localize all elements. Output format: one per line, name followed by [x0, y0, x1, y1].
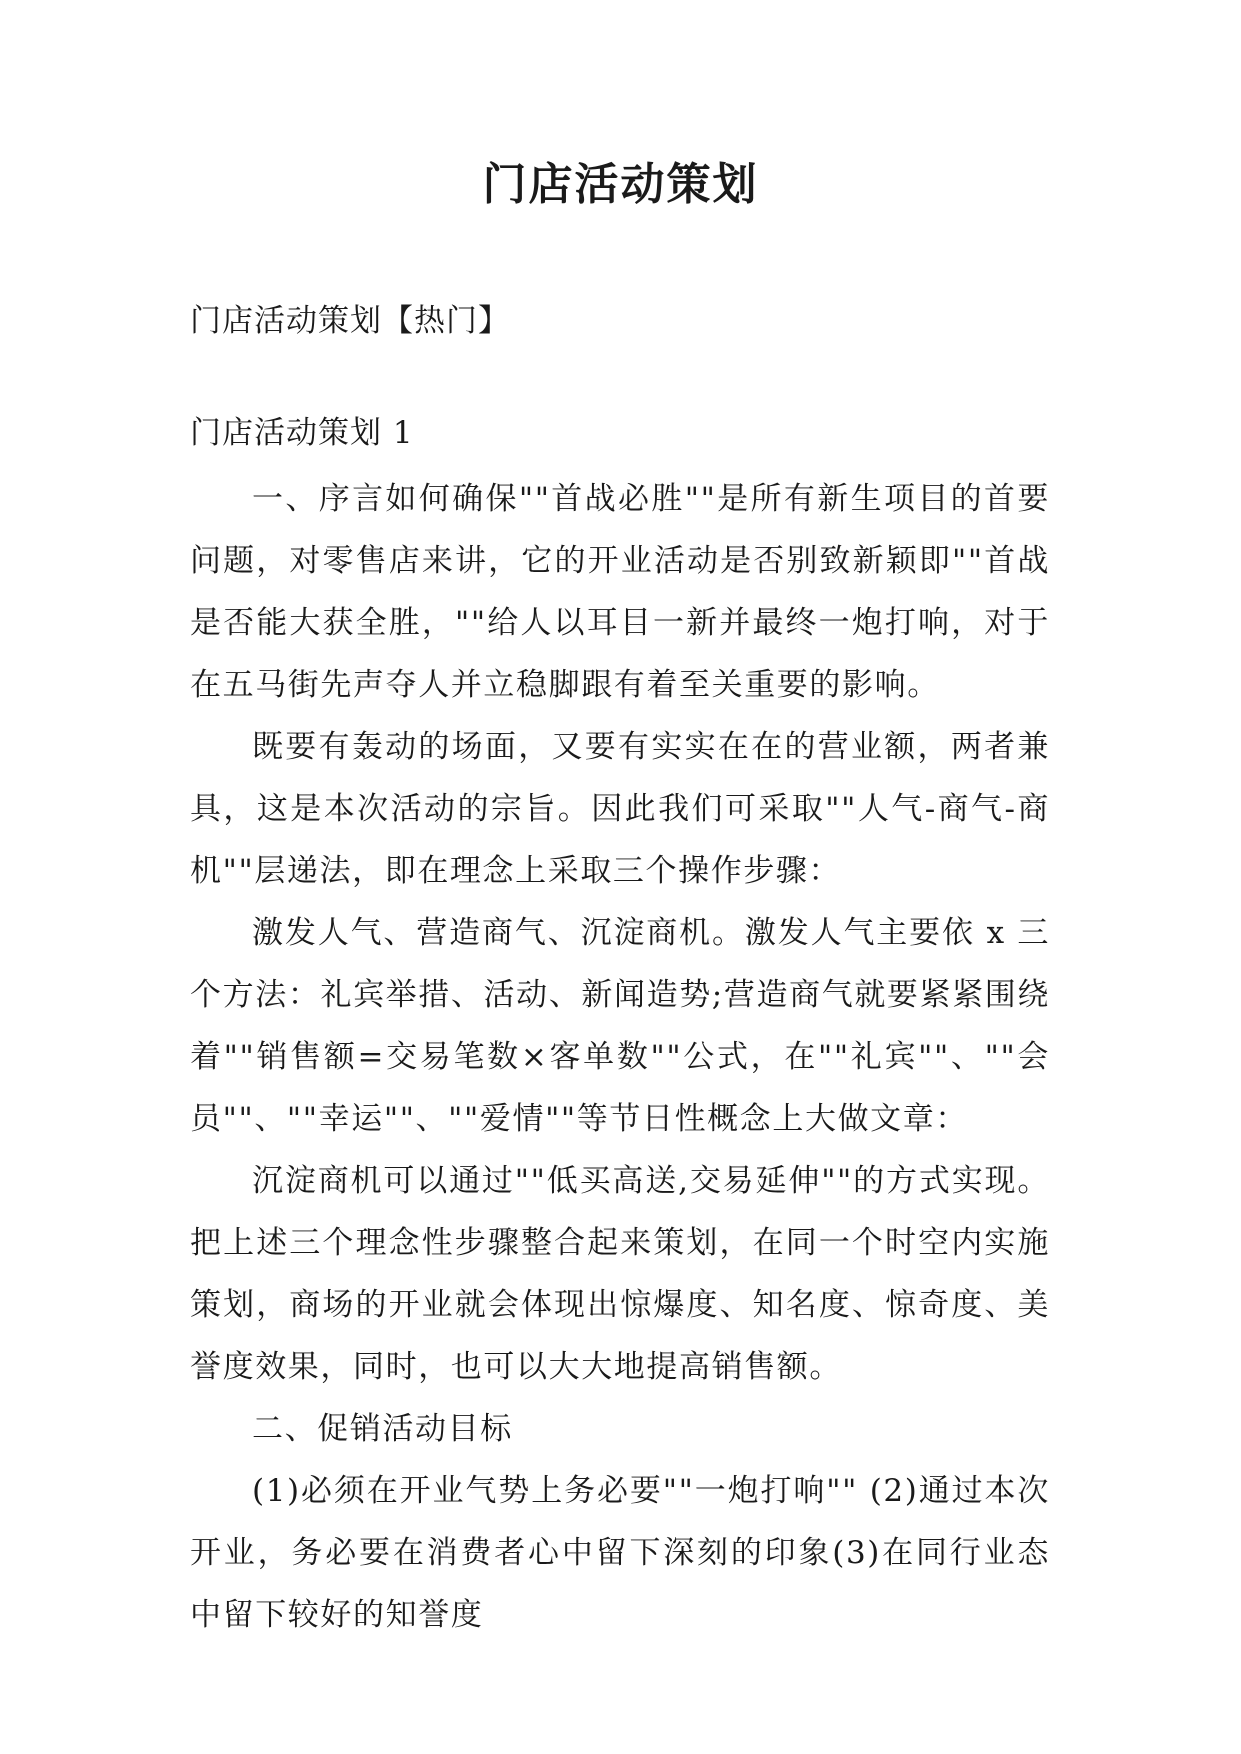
section-heading: 门店活动策划 1 [190, 415, 414, 451]
paragraph-methods: 激发人气、营造商气、沉淀商机。激发人气主要依 x 三个方法：礼宾举措、活动、新闻造势;营造商气就要紧紧围绕着""销售额=交易笔数×客单数""公式，在""礼宾""、""会员""、""幸运""、""爱情""等节日性概念上大做文章： [190, 915, 1050, 1137]
paragraph-purpose: 既要有轰动的场面，又要有实实在在的营业额，两者兼具，这是本次活动的宗旨。因此我们可采取""人气-商气-商机""层递法，即在理念上采取三个操作步骤： [190, 729, 1050, 889]
paragraph-business: 沉淀商机可以通过""低买高送,交易延伸""的方式实现。把上述三个理念性步骤整合起来策划，在同一个时空内实施策划，商场的开业就会体现出惊爆度、知名度、惊奇度、美誉度效果，同时，也可以大大地提高销售额。 [190, 1163, 1050, 1385]
paragraph-preface: 一、序言如何确保""首战必胜""是所有新生项目的首要问题，对零售店来讲，它的开业活动是否别致新颖即""首战是否能大获全胜，""给人以耳目一新并最终一炮打响，对于在五马街先声夺人并立稳脚跟有着至关重要的影响。 [190, 481, 1050, 703]
document-title: 门店活动策划 [482, 159, 759, 210]
paragraph-goals-heading: 二、促销活动目标 [252, 1411, 513, 1447]
paragraph-goals: (1)必须在开业气势上务必要""一炮打响"" (2)通过本次开业，务必要在消费者心中留下深刻的印象(3)在同行业态中留下较好的知誉度 [190, 1473, 1050, 1633]
document-subtitle: 门店活动策划【热门】 [190, 303, 510, 339]
document-body [190, 468, 1050, 1646]
